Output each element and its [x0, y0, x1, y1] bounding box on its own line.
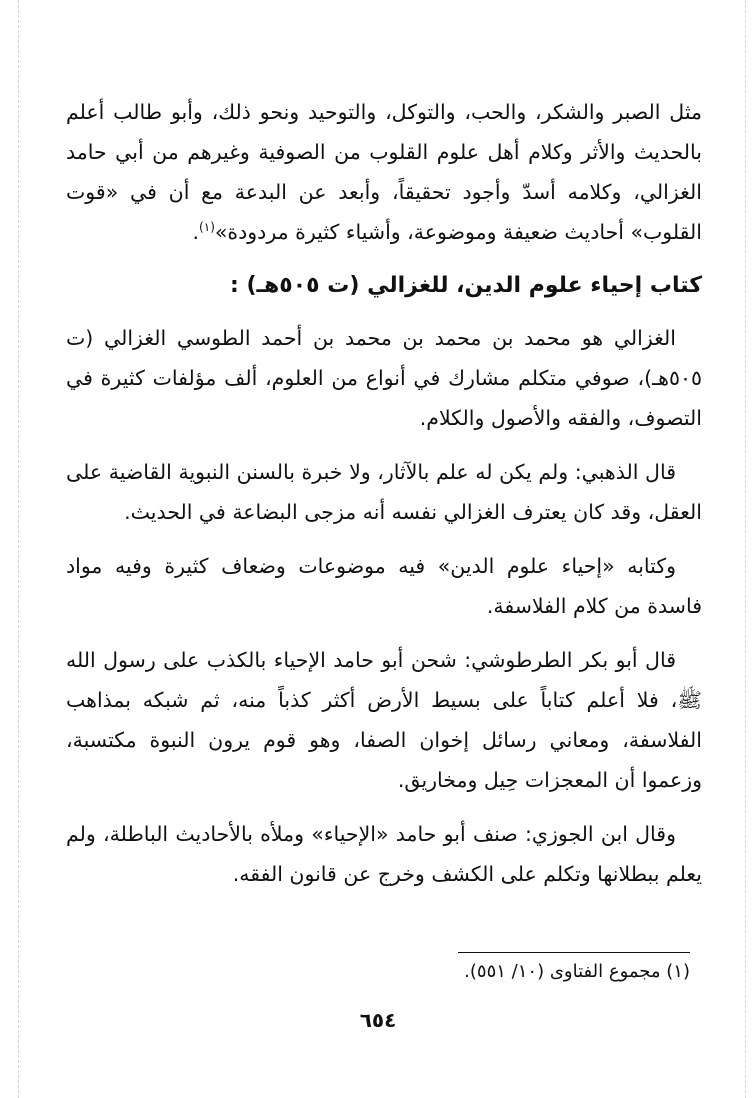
footnote-ref-1[interactable]: (١): [199, 220, 215, 235]
page-number: ٦٥٤: [359, 1008, 397, 1032]
paragraph-2: الغزالي هو محمد بن محمد بن محمد بن أحمد الطوسي الغزالي (ت ٥٠٥هـ)، صوفي متكلم مشارك في أنواع من العلوم، ألف مؤلفات كثيرة في التصوف، والفقه والأصول والكلام.: [66, 326, 702, 430]
footnote-divider: [458, 952, 690, 953]
paragraph-1: [66, 92, 702, 252]
paragraph-6: وقال ابن الجوزي: صنف أبو حامد «الإحياء» وملأه بالأحاديث الباطلة، ولم يعلم ببطلانها وتكلم على الكشف وخرج عن قانون الفقه.: [66, 822, 702, 886]
paragraph-5: قال أبو بكر الطرطوشي: شحن أبو حامد الإحياء بالكذب على رسول الله ﷺ، فلا أعلم كتاباً على بسيط الأرض أكثر كذباً منه، ثم شبكه بمذاهب الفلاسفة، ومعاني رسائل إخوان الصفا، وهو قوم يرون النبوة مكتسبة، وزعموا أن المعجزات حِيل ومخاريق.: [66, 648, 702, 792]
paragraph-1-end: .: [192, 220, 200, 244]
paragraph-3: قال الذهبي: ولم يكن له علم بالآثار، ولا خبرة بالسنن النبوية القاضية على العقل، وقد كان يعترف الغزالي نفسه أنه مزجى البضاعة في الحديث.: [66, 460, 702, 524]
section-heading: كتاب إحياء علوم الدين، للغزالي (ت ٥٠٥هـ) :: [230, 273, 702, 298]
paragraph-4: وكتابه «إحياء علوم الدين» فيه موضوعات وضعاف كثيرة وفيه مواد فاسدة من كلام الفلاسفة.: [66, 554, 702, 618]
footnote-1: (١) مجموع الفتاوى (١٠/ ٥٥١).: [464, 961, 690, 982]
paragraph-1-text: مثل الصبر والشكر، والحب، والتوكل، والتوحيد ونحو ذلك، وأبو طالب أعلم بالحديث والأثر وكلام أهل علوم القلوب من الصوفية وغيرهم من أبي حامد الغزالي، وكلامه أسدّ وأجود تحقيقاً، وأبعد عن البدعة مع أن في «قوت القلوب» أحاديث ضعيفة وموضوعة، وأشياء كثيرة مردودة»: [66, 100, 702, 244]
page-body: [66, 92, 702, 894]
scan-edge-left: [18, 0, 19, 1098]
scan-edge-right: [745, 0, 746, 1098]
